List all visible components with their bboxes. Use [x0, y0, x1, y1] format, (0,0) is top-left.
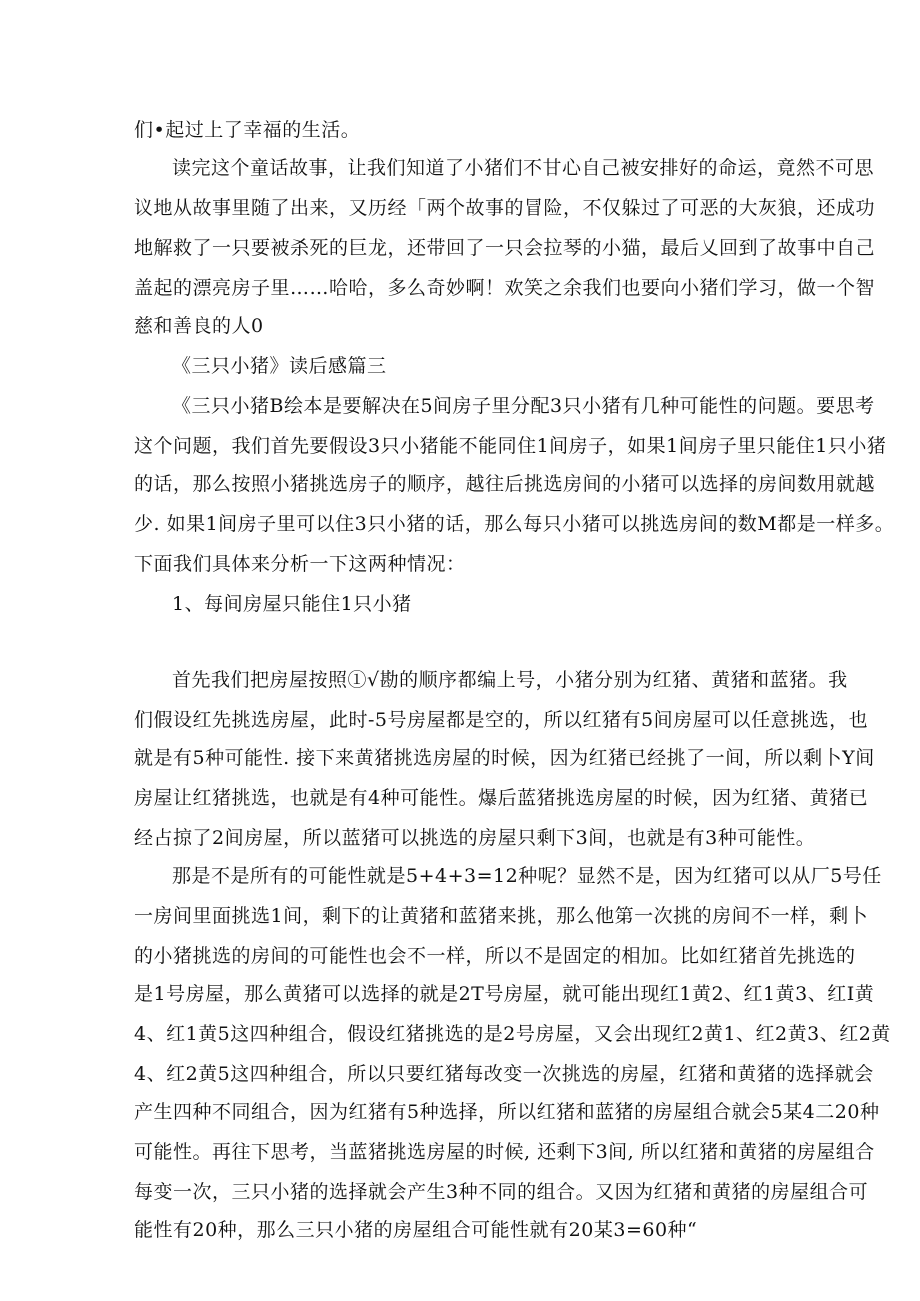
text-line: 《三只小猪B绘本是要解决在5间房子里分配3只小猪有几种可能性的问题。要思考	[172, 395, 875, 417]
text-line: 们•起过上了幸福的生活。	[134, 119, 361, 141]
text-line: 们假设红先挑选房屋，此时-5号房屋都是空的，所以红猪有5间房屋可以任意挑选，也	[134, 709, 869, 731]
subsection-heading: 1、每间房屋只能住1只小猪	[172, 593, 412, 615]
text-line: 一房间里面挑选1间，剩下的让黄猪和蓝猪来挑，那么他第一次挑的房间不一样，剩卜	[134, 905, 869, 927]
text-line: 慈和善良的人0	[134, 315, 264, 337]
text-line: 是1号房屋，那么黄猪可以选择的就是2T号房屋，就可能出现红1黄2、红1黄3、红I黄	[134, 983, 875, 1005]
text-line: 4、红2黄5这四种组合，所以只要红猪每改变一次挑选的房屋，红猪和黄猪的选择就会	[134, 1063, 874, 1085]
text-line: 能性有20种，那么三只小猪的房屋组合可能性就有20某3=60种“	[134, 1219, 698, 1241]
text-line: 经占掠了2间房屋，所以蓝猪可以挑选的房屋只剩下3间，也就是有3种可能性。	[134, 827, 816, 849]
text-line: 就是有5种可能性. 接下来黄猪挑选房屋的时候，因为红猪已经挑了一间，所以剩卜Y间	[134, 747, 875, 769]
text-line: 这个问题，我们首先要假设3只小猪能不能同住1间房子，如果1间房子里只能住1只小猪	[134, 435, 887, 457]
text-line: 4、红1黄5这四种组合，假设红猪挑选的是2号房屋，又会出现红2黄1、红2黄3、红2黄	[134, 1023, 891, 1045]
text-line: 那是不是所有的可能性就是5+4+3=12种呢？显然不是，因为红猪可以从厂5号任	[172, 865, 882, 887]
text-line: 的话，那么按照小猪挑选房子的顺序，越往后挑选房间的小猪可以选择的房间数用就越	[134, 473, 876, 495]
text-line: 少. 如果1间房子里可以住3只小猪的话，那么每只小猪可以挑选房间的数M都是一样多。	[134, 513, 895, 535]
text-line: 盖起的漂亮房子里……哈哈，多么奇妙啊！欢笑之余我们也要向小猪们学习，做一个智	[134, 277, 876, 299]
text-line: 首先我们把房屋按照①√勘的顺序都编上号，小猪分别为红猪、黄猪和蓝猪。我	[172, 669, 848, 691]
text-line: 房屋让红猪挑选，也就是有4种可能性。爆后蓝猪挑选房屋的时候，因为红猪、黄猪已	[134, 787, 869, 809]
text-line: 议地从故事里随了出来，又历经「两个故事的冒险，不仅躲过了可恶的大灰狼，还成功	[134, 197, 876, 219]
text-line: 读完这个童话故事，让我们知道了小猪们不甘心自己被安排好的命运，竟然不可思	[172, 157, 875, 179]
text-line: 产生四种不同组合，因为红猪有5种选择，所以红猪和蓝猪的房屋组合就会5某4二20种	[134, 1101, 880, 1123]
text-line: 可能性。再往下思考，当蓝猪挑选房屋的时候, 还剩下3间, 所以红猪和黄猪的房屋组合	[134, 1141, 875, 1163]
section-heading: 《三只小猪》读后感篇三	[172, 355, 387, 377]
text-line: 下面我们具体来分析一下这两种情况：	[134, 553, 466, 575]
text-line: 的小猪挑选的房间的可能性也会不一样，所以不是固定的相加。比如红猪首先挑选的	[134, 945, 856, 967]
text-line: 地解救了一只要被杀死的巨龙，还带回了一只会拉琴的小猫，最后乂回到了故事中自己	[134, 237, 876, 259]
text-line: 每变一次，三只小猪的选择就会产生3种不同的组合。又因为红猪和黄猪的房屋组合可	[134, 1181, 869, 1203]
